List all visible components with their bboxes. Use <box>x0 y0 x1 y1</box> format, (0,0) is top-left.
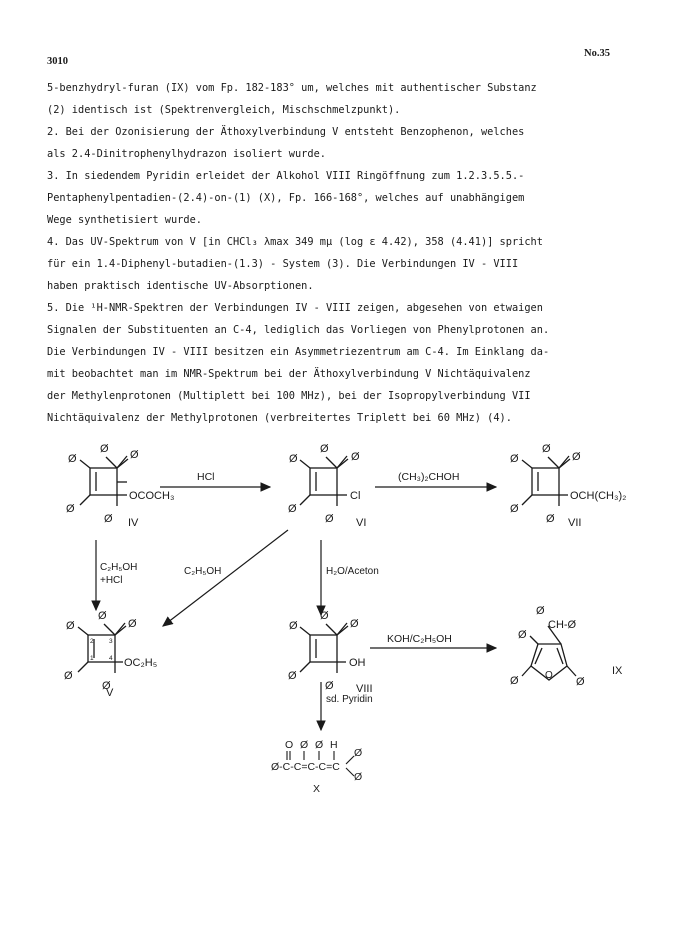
phenyl-symbol: Ø <box>350 618 359 630</box>
ring-number: 1 <box>90 655 94 662</box>
phenyl-symbol: Ø <box>130 449 139 461</box>
phenyl-symbol: Ø <box>510 503 519 515</box>
phenyl-symbol: Ø <box>128 618 137 630</box>
furan-oxygen: O <box>545 670 553 681</box>
x-top-atom: Ø <box>315 739 324 751</box>
x-top-atom: O <box>285 739 294 751</box>
substituent-vi: Cl <box>350 490 361 502</box>
x-chain: Ø-C-C=C-C=C <box>271 761 340 773</box>
label-ix: IX <box>612 665 623 677</box>
reagent-koh-ethanol: KOH/C₂H₅OH <box>387 633 452 645</box>
reagent-ethanol-diagonal: C₂H₅OH <box>184 566 222 577</box>
ring-number: 4 <box>109 655 113 662</box>
phenyl-symbol: Ø <box>288 670 297 682</box>
text-line: 3. In siedendem Pyridin erleidet der Alkohol VIII Ringöffnung zum 1.2.3.5.5.- <box>47 170 525 182</box>
phenyl-symbol: Ø <box>325 513 334 525</box>
phenyl-symbol: Ø <box>546 513 555 525</box>
text-line: der Methylenprotonen (Multiplett bei 100 MHz), bei der Isopropylverbindung VII <box>47 390 531 402</box>
compound-v <box>78 623 126 673</box>
phenyl-symbol: Ø <box>351 451 360 463</box>
side-group-ix: CH-Ø <box>548 619 577 631</box>
reagent-ethanol: C₂H₅OH <box>100 562 138 573</box>
phenyl-symbol: Ø <box>518 629 527 641</box>
phenyl-symbol: Ø <box>325 680 334 692</box>
label-vii: VII <box>568 517 582 529</box>
text-line: 4. Das UV-Spektrum von V [in CHCl₃ λmax 349 mμ (log ε 4.42), 358 (4.41)] spricht <box>47 236 543 248</box>
compound-x <box>271 739 362 795</box>
phenyl-symbol: Ø <box>510 675 519 687</box>
text-line: 5. Die ¹H-NMR-Spektren der Verbindungen IV - VIII zeigen, abgesehen von etwaigen <box>47 302 543 314</box>
text-line: Pentaphenylpentadien-(2.4)-on-(1) (X), Fp. 166-168°, welches auf unabhängigem <box>47 192 525 204</box>
ring-number: 3 <box>109 638 113 645</box>
substituent-iv: OCOCH₃ <box>129 490 175 502</box>
phenyl-symbol: Ø <box>536 605 545 617</box>
compound-iv <box>80 456 128 506</box>
phenyl-symbol: Ø <box>66 620 75 632</box>
text-line: Nichtäquivalenz der Methylprotonen (verbreitertes Triplett bei 60 MHz) (4). <box>47 412 512 424</box>
ring-number: 2 <box>90 638 94 645</box>
reagent-hcl: HCl <box>197 471 215 483</box>
phenyl-symbol: Ø <box>102 680 111 692</box>
text-line: 2. Bei der Ozonisierung der Äthoxylverbindung V entsteht Benzophenon, welches <box>47 126 525 138</box>
phenyl-symbol: Ø <box>100 443 109 455</box>
reagent-plus-hcl: +HCl <box>100 575 123 586</box>
body-text <box>47 77 647 429</box>
phenyl-symbol: Ø <box>320 443 329 455</box>
phenyl-symbol: Ø <box>289 620 298 632</box>
text-line: haben praktisch identische UV-Absorptionen. <box>47 280 314 292</box>
text-line: für ein 1.4-Diphenyl-butadien-(1.3) - System (3). Die Verbindungen IV - VIII <box>47 258 519 270</box>
compound-vii <box>522 456 570 506</box>
text-line: als 2.4-Dinitrophenylhydrazon isoliert wurde. <box>47 148 326 160</box>
reagent-water-acetone: H₂O/Aceton <box>326 566 379 577</box>
x-top-atom: H <box>330 739 338 751</box>
substituent-viii: OH <box>349 657 366 669</box>
phenyl-symbol: Ø <box>320 610 329 622</box>
label-vi: VI <box>356 517 367 529</box>
phenyl-symbol: Ø <box>572 451 581 463</box>
label-viii: VIII <box>356 683 373 695</box>
phenyl-symbol: Ø <box>289 453 298 465</box>
label-iv: IV <box>128 517 139 529</box>
text-line: Signalen der Substituenten an C-4, lediglich das Vorliegen von Phenylprotonen an. <box>47 324 550 336</box>
phenyl-symbol: Ø <box>66 503 75 515</box>
compound-vi <box>300 456 348 506</box>
x-top-atom: Ø <box>300 739 309 751</box>
phenyl-symbol: Ø <box>104 513 113 525</box>
phenyl-symbol: Ø <box>542 443 551 455</box>
label-x: X <box>313 783 321 795</box>
reaction-scheme <box>0 430 680 830</box>
substituent-vii: OCH(CH₃)₂ <box>570 490 627 502</box>
text-line: 5-benzhydryl-furan (IX) vom Fp. 182-183° um, welches mit authentischer Substanz <box>47 82 537 94</box>
phenyl-symbol: Ø <box>64 670 73 682</box>
phenyl-symbol: Ø <box>68 453 77 465</box>
text-line: Wege synthetisiert wurde. <box>47 214 202 226</box>
reagent-isopropanol: (CH₃)₂CHOH <box>398 471 460 483</box>
phenyl-symbol: Ø <box>98 610 107 622</box>
phenyl-symbol: Ø <box>354 771 363 783</box>
phenyl-symbol: Ø <box>510 453 519 465</box>
reagent-pyridine: sd. Pyridin <box>326 694 373 705</box>
substituent-v: OC₂H₅ <box>124 657 158 669</box>
phenyl-symbol: Ø <box>576 676 585 688</box>
phenyl-symbol: Ø <box>354 747 363 759</box>
text-line: Die Verbindungen IV - VIII besitzen ein Asymmetriezentrum am C-4. Im Einklang da- <box>47 346 550 358</box>
journal-issue: No.35 <box>584 48 610 59</box>
label-v: V <box>106 687 114 699</box>
arrow-vi-to-v <box>163 530 288 626</box>
text-line: mit beobachtet man im NMR-Spektrum bei der Äthoxylverbindung V Nichtäquivalenz <box>47 368 531 380</box>
compound-viii <box>300 623 348 673</box>
phenyl-symbol: Ø <box>288 503 297 515</box>
text-line: (2) identisch ist (Spektrenvergleich, Mischschmelzpunkt). <box>47 104 401 116</box>
page-number: 3010 <box>47 56 68 67</box>
